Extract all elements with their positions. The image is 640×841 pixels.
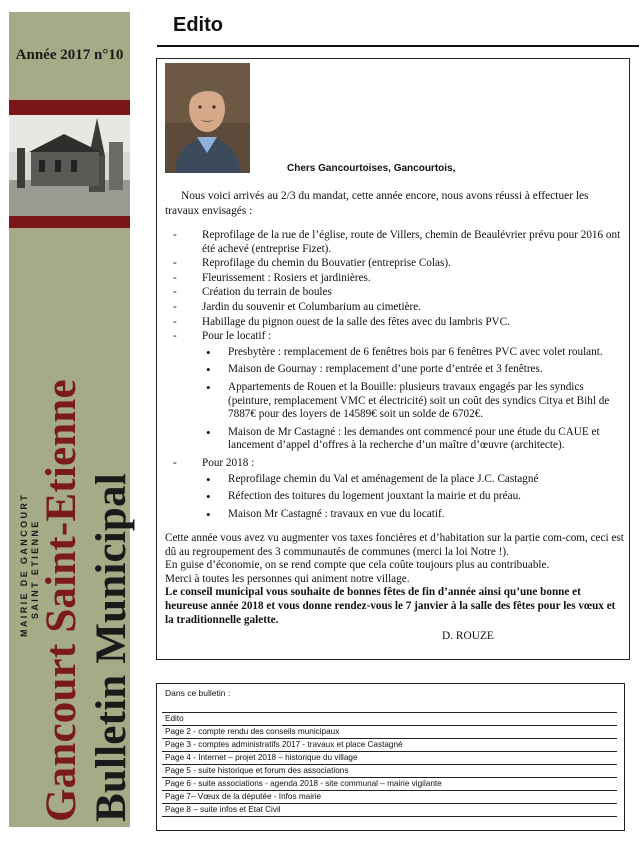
list-item: - Jardin du souvenir et Columbarium au cimetière. — [165, 301, 625, 315]
plan-label: Pour 2018 : — [202, 456, 255, 469]
closing-paragraph-1: Cette année vous avez vu augmenter vos taxes foncières et d’habitation sur la partie com-com, ceci est dû au regroupement des 3 communautés de communes (merci la loi Notre !). — [165, 532, 624, 558]
list-item: - Reprofilage de la rue de l’église, route de Villers, chemin de Beaulévrier prévu pour 2016 ont été achevé (entreprise Fizet). — [165, 229, 625, 256]
list-item: - Habillage du pignon ouest de la salle des fêtes avec du lambris PVC. — [165, 316, 625, 330]
toc-entry: Page 2 - compte rendu des conseils municipaux — [162, 726, 617, 739]
list-item: • Maison de Mr Castagné : les demandes ont commencé pour une étude du CAUE et lancement d’appel d’offres à la recherche d’un maître d’œuvre (architecte). — [202, 426, 625, 453]
locatif-list — [202, 346, 625, 453]
title-bulletin: Bulletin Municipal — [88, 473, 135, 822]
closing-paragraph-2: En guise d’économie, on se rend compte que cela coûte toujours plus au contribuable. — [165, 559, 550, 572]
mairie-line-1: MAIRIE DE GANCOURT — [19, 492, 29, 637]
list-item: - Création du terrain de boules — [165, 286, 625, 300]
list-item: • Presbytère : remplacement de 6 fenêtres bois par 6 fenêtres PVC avec volet roulant. — [202, 346, 625, 360]
list-item: • Appartements de Rouen et la Bouille: plusieurs travaux engagés par les syndics (peinture, remplacement VMC et électricité) soit un coût des syndics Citya et Bihl de 7887€ pour des loyers de 14589€ soit un solde de 6702€. — [202, 381, 625, 422]
closing-paragraph-3: Merci à toutes les personnes qui animent notre village. — [165, 572, 410, 585]
signature: D. ROUZE — [442, 630, 494, 642]
toc-entry: Edito — [162, 713, 617, 726]
toc-title: Dans ce bulletin : — [165, 688, 231, 698]
toc-entry: Page 5 - suite historique et forum des associations — [162, 765, 617, 778]
edito-box — [156, 58, 630, 660]
greeting: Chers Gancourtoises, Gancourtois, — [287, 163, 456, 174]
plan-list — [202, 473, 625, 522]
plan-group — [165, 457, 625, 521]
list-item: • Maison Mr Castagné : travaux en vue du locatif. — [202, 508, 625, 522]
toc-entry: Page 4 - Internet – projet 2018 – historique du village — [162, 752, 617, 765]
table-of-contents — [156, 683, 625, 831]
list-item: • Reprofilage chemin du Val et aménagement de la place J.C. Castagné — [202, 473, 625, 487]
cover-band — [9, 12, 135, 827]
list-item: • Réfection des toitures du logement jouxtant la mairie et du préau. — [202, 490, 625, 504]
intro-paragraph: Nous voici arrivés au 2/3 du mandat, cette année encore, nous avons réussi à effectuer les travaux envisagés : — [165, 190, 589, 217]
toc-list — [162, 712, 617, 817]
list-item: - Fleurissement : Rosiers et jardinières. — [165, 272, 625, 286]
title-town: Gancourt Saint-Etienne — [38, 379, 85, 822]
page-title: Edito — [173, 14, 223, 36]
closing-text — [165, 532, 625, 627]
heading-divider — [157, 45, 639, 47]
locatif-label: Pour le locatif : — [202, 330, 272, 343]
mairie-line-2: SAINT ETIENNE — [30, 519, 40, 619]
toc-entry: Page 3 - comptes administratifs 2017 - travaux et place Castagné — [162, 739, 617, 752]
works-list — [165, 229, 625, 525]
vertical-title — [37, 42, 141, 822]
list-item: • Maison de Gournay : remplacement d’une porte d’entrée et 3 fenêtres. — [202, 363, 625, 377]
toc-entry: Page 6 - suite associations - agenda 2018 - site communal – mairie vigilante — [162, 778, 617, 791]
locatif-group — [165, 330, 625, 453]
mayor-portrait — [165, 63, 250, 173]
closing-wishes: Le conseil municipal vous souhaite de bonnes fêtes de fin d’année ainsi qu’une bonne et heureuse année 2018 et vous donne rendez-vous le 7 janvier à la salle des fêtes pour les vœux et la traditionnelle galette. — [165, 586, 616, 626]
issue-number: Année 2017 n°10 — [15, 46, 124, 63]
toc-entry: Page 8 – suite infos et Etat Civil — [162, 804, 617, 817]
list-item: - Reprofilage du chemin du Bouvatier (entreprise Colas). — [165, 257, 625, 271]
toc-entry: Page 7– Vœux de la députée - Infos mairie — [162, 791, 617, 804]
